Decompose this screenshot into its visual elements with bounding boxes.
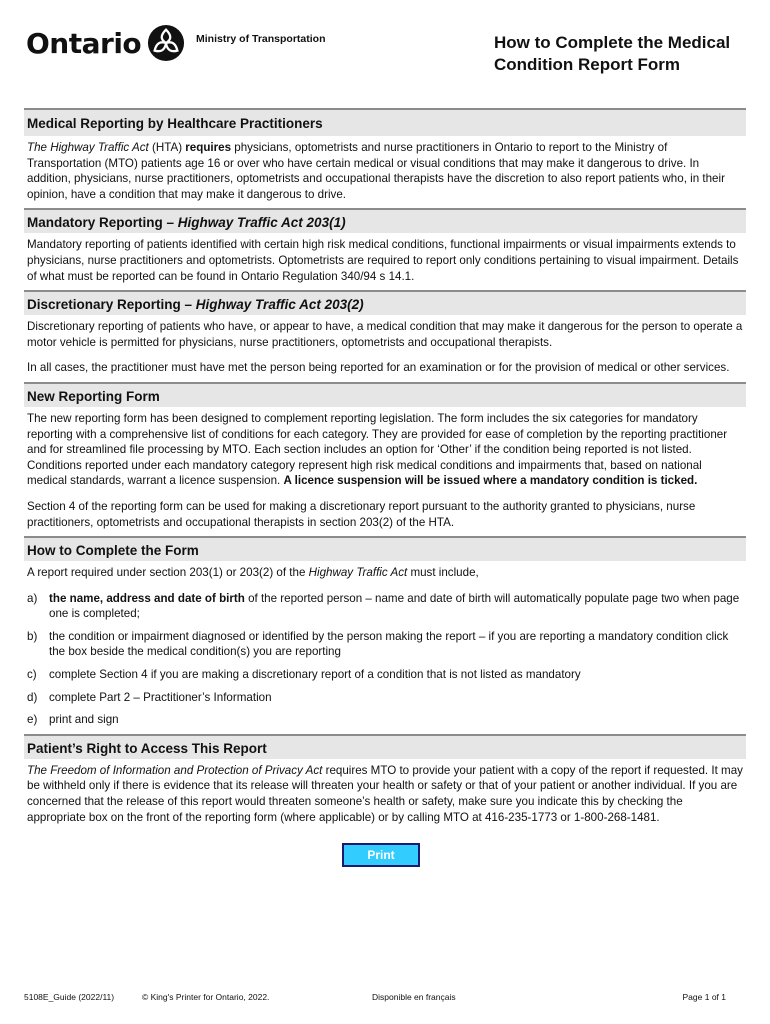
title-line-1: How to Complete the Medical — [494, 33, 731, 52]
list-item: d) complete Part 2 – Practitioner’s Information — [27, 690, 272, 704]
list-item: b) the condition or impairment diagnosed or identified by the person making the report – if you are reporting a mandatory condition click the box beside the medical condition(s) you are reporting — [27, 629, 729, 659]
new-form-paragraph-2: Section 4 of the reporting form can be used for making a discretionary report pursuant to the authority granted to physicians, nurse practitioners, optometrists and occupational therapists in section 203(2) of the HTA. — [27, 499, 696, 529]
ontario-logo — [26, 24, 185, 62]
mandatory-paragraph: Mandatory reporting of patients identified with certain high risk medical conditions, functional impairments or visual impairments extends to physicians, nurse practitioners and optometrists. Optometrists are required to report only conditions pertaining to visual impairment. Details of what must be reported can be found in Ontario Regulation 340/94 s 14.1. — [27, 238, 739, 283]
list-item: e) print and sign — [27, 713, 119, 727]
document-title — [494, 32, 764, 76]
print-button[interactable]: Print — [342, 843, 420, 867]
section-medical-reporting — [24, 136, 746, 208]
section-heading-how-to: How to Complete the Form — [24, 536, 746, 561]
section-discretionary — [24, 315, 746, 382]
page-header — [0, 0, 770, 100]
new-form-paragraph-1: The new reporting form has been designed to complement reporting legislation. The form includes the six categories for mandatory reporting with a comprehensive list of conditions for each category. They are provided for ease of completion by the reporting practitioner and for streamlined file processing by MTO. Each section includes an option for ‘Other’ if the condition being reported is not listed. Conditions reported under each mandatory category represent high risk medical conditions and impairments that, based on national medical standards, warrant a licence suspension. A licence suspension will be issued where a mandatory condition is ticked. — [27, 411, 728, 488]
medical-reporting-paragraph: The Highway Traffic Act (HTA) requires physicians, optometrists and nurse practitioners in Ontario to report to the Ministry of Transportation (MTO) patients age 16 or over who have certain medical or visual conditions that may make it dangerous to drive. In addition, physicians, nurse practitioners, optometrists and occupational therapists have the discretion to also report patients who, in their opinion, have a condition that may make it dangerous to drive. — [27, 141, 725, 201]
discretionary-paragraph-1: Discretionary reporting of patients who have, or appear to have, a medical condition that may make it dangerous for the person to operate a motor vehicle is permitted for physicians, nurse practitioners, optometrists and occupational therapists. — [27, 320, 743, 349]
list-item: c) complete Section 4 if you are making a discretionary report of a condition that is not listed as mandatory — [27, 668, 581, 682]
section-how-to — [24, 561, 746, 734]
section-right-access — [24, 759, 746, 831]
section-heading-right-access: Patient’s Right to Access This Report — [24, 734, 746, 759]
discretionary-paragraph-2: In all cases, the practitioner must have met the person being reported for an examination or for the provision of medical or other services. — [27, 361, 730, 375]
right-access-paragraph: The Freedom of Information and Protection of Privacy Act requires MTO to provide your patient with a copy of the report if requested. It may be withheld only if there is evidence that its release will threaten your health or safety or that of your patient or another individual. If you are concerned that the release of this report would threaten someone’s health or safety, make sure you indicate this by checking the appropriate box on the front of the reporting form (where applicable) or by calling MTO at 416-235-1773 or 1-800-268-1481. — [27, 763, 743, 824]
section-heading-mandatory: Mandatory Reporting – Highway Traffic Act 203(1) — [24, 208, 746, 233]
french-availability: Disponible en français — [372, 992, 456, 1002]
how-to-intro: A report required under section 203(1) or 203(2) of the Highway Traffic Act must include, — [27, 566, 479, 580]
section-heading-discretionary: Discretionary Reporting – Highway Traffic Act 203(2) — [24, 290, 746, 315]
list-item: a) the name, address and date of birth of the reported person – name and date of birth will automatically populate page two when page one is completed; — [27, 591, 740, 621]
page-number: Page 1 of 1 — [682, 992, 726, 1002]
print-area — [24, 831, 746, 867]
title-line-2: Condition Report Form — [494, 55, 681, 74]
section-mandatory — [24, 233, 746, 290]
section-heading-new-form: New Reporting Form — [24, 382, 746, 407]
copyright: © King's Printer for Ontario, 2022. — [142, 992, 270, 1002]
trillium-icon — [147, 24, 185, 62]
ministry-name: Ministry of Transportation — [196, 33, 326, 45]
ontario-wordmark: Ontario — [26, 26, 142, 60]
form-id: 5108E_Guide (2022/11) — [24, 992, 115, 1002]
document-body — [24, 108, 746, 867]
section-new-form — [24, 407, 746, 536]
section-heading-medical-reporting: Medical Reporting by Healthcare Practitioners — [24, 108, 746, 136]
